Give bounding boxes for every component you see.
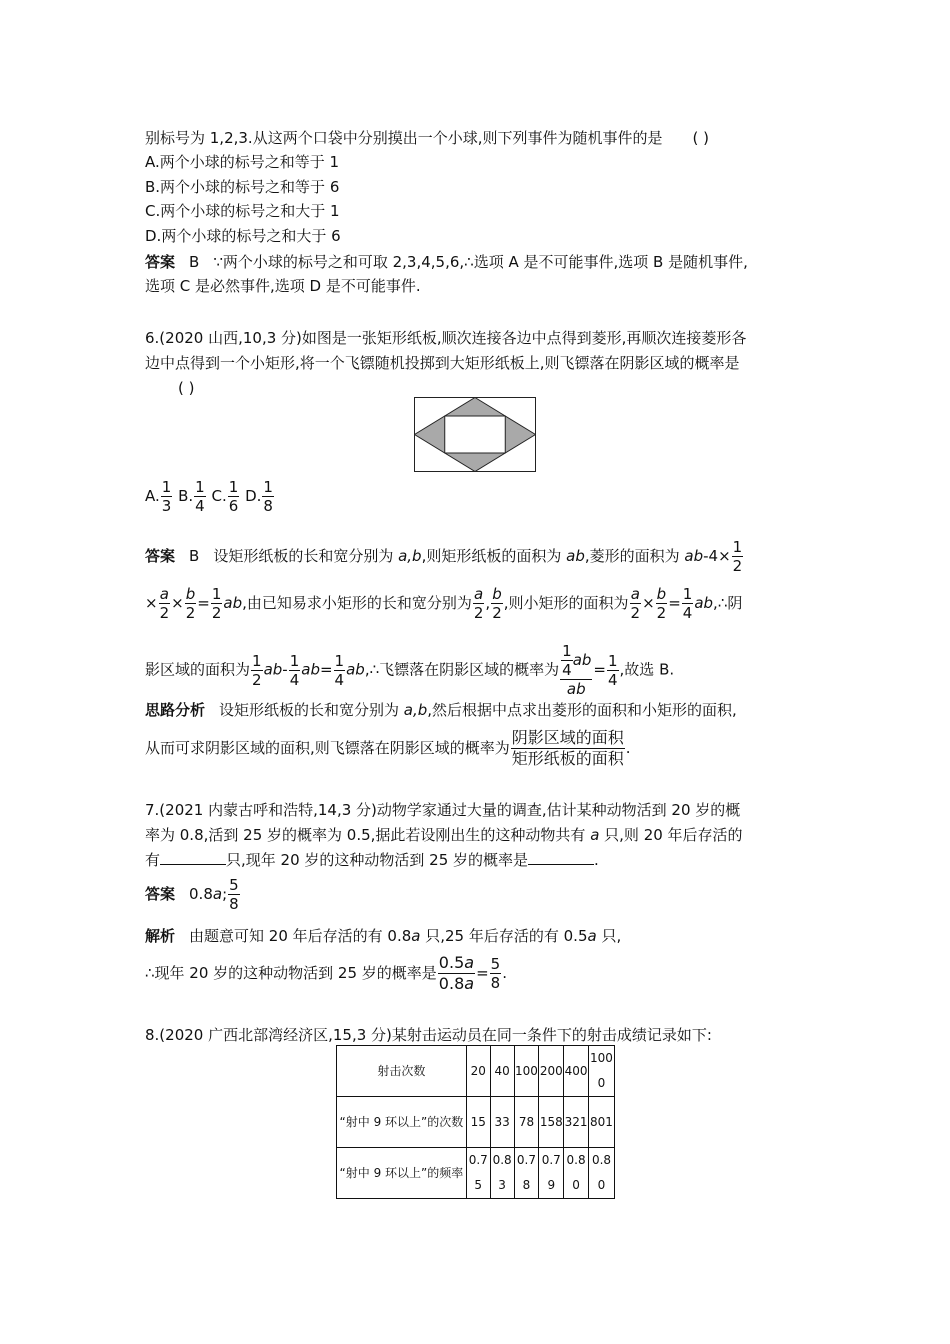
table-cell: 0.80 — [564, 1148, 589, 1199]
table-row — [337, 1097, 615, 1148]
answer-blank-2 — [528, 850, 594, 865]
q6-analysis-line1: 思路分析 设矩形纸板的长和宽分别为 a,b,然后根据中点求出菱形的面积和小矩形的面积, — [145, 701, 737, 719]
answer-blank-1 — [160, 850, 226, 865]
q6-answer-line1: 答案 B 设矩形纸板的长和宽分别为 a,b,则矩形纸板的面积为 ab,菱形的面积为 ab-4× $\frac{1}{2}$ — [145, 538, 743, 575]
q5-answer-cont: 选项 C 是必然事件,选项 D 是不可能事件. — [145, 277, 421, 295]
q7-stem-line3: 有 只,现年 20 岁的这种动物活到 25 岁的概率是 . — [145, 851, 599, 869]
table-cell: 0.78 — [514, 1148, 539, 1199]
table-cell: 158 — [539, 1097, 564, 1148]
table-row — [337, 1148, 615, 1199]
table-cell: 100 — [514, 1046, 539, 1097]
table-row-label: 射击次数 — [337, 1046, 467, 1097]
table-row-label: “射中 9 环以上”的次数 — [337, 1097, 467, 1148]
table-cell: 78 — [514, 1097, 539, 1148]
table-cell: 0.80 — [588, 1148, 614, 1199]
q5-option-d: D.两个小球的标号之和大于 6 — [145, 227, 341, 245]
q5-option-a: A.两个小球的标号之和等于 1 — [145, 153, 340, 171]
q8-stem: 8.(2020 广西北部湾经济区,15,3 分)某射击运动员在同一条件下的射击成绩记录如下: — [145, 1026, 712, 1044]
table-cell: 40 — [490, 1046, 514, 1097]
q5-option-c: C.两个小球的标号之和大于 1 — [145, 202, 340, 220]
table-cell: 0.79 — [539, 1148, 564, 1199]
table-cell: 801 — [588, 1097, 614, 1148]
q5-answer: 答案 B ∵两个小球的标号之和可取 2,3,4,5,6,∴选项 A 是不可能事件,选项 B 是随机事件, — [145, 253, 748, 271]
q5-stem: 别标号为 1,2,3.从这两个口袋中分别摸出一个小球,则下列事件为随机事件的是 ( ) — [145, 129, 709, 147]
inner-rectangle — [445, 416, 506, 453]
q6-answer-line2: × $\frac{a}{2}$ × $\frac{b}{2}$ = $\frac{1}{2}$ ab,由已知易求小矩形的长和宽分别为 $\frac{a}{2}$ , $\frac{b}{2}$ ,则小矩形的面积为 $\frac{a}{2}$ × $\frac{b}{2}$ = $\frac{1}{4}$ ab,∴阴 — [145, 585, 743, 622]
table-cell: 1000 — [588, 1046, 614, 1097]
shooting-record-table — [336, 1045, 615, 1199]
table-cell: 400 — [564, 1046, 589, 1097]
table-row — [337, 1046, 615, 1097]
table-cell: 0.83 — [490, 1148, 514, 1199]
q6-answer-line3: 影区域的面积为 $\frac{1}{2}$ ab- $\frac{1}{4}$ ab= $\frac{1}{4}$ ab,∴飞镖落在阴影区域的概率为 $\frac{1}{4}$ ab ab = $\frac{1}{4}$ ,故选 B. — [145, 642, 675, 698]
q7-stem-line2: 率为 0.8,活到 25 岁的概率为 0.5,据此若设刚出生的这种动物共有 a 只,则 20 年后存活的 — [145, 826, 743, 844]
q6-stem-line1: 6.(2020 山西,10,3 分)如图是一张矩形纸板,顺次连接各边中点得到菱形,再顺次连接菱形各 — [145, 329, 747, 347]
table-cell: 0.75 — [466, 1148, 490, 1199]
table-cell: 200 — [539, 1046, 564, 1097]
table-cell: 321 — [564, 1097, 589, 1148]
q7-answer: 答案 0.8a; $\frac{5}{8}$ — [145, 876, 239, 913]
q6-options: A. $\frac{1}{3}$ B. $\frac{1}{4}$ C. $\frac{1}{6}$ D. $\frac{1}{8}$ — [145, 478, 273, 515]
q7-stem-line1: 7.(2021 内蒙古呼和浩特,14,3 分)动物学家通过大量的调查,估计某种动物活到 20 岁的概 — [145, 801, 741, 819]
table-cell: 33 — [490, 1097, 514, 1148]
rectangle-rhombus-figure — [414, 397, 536, 472]
table-row-label: “射中 9 环以上”的频率 — [337, 1148, 467, 1199]
table-cell: 20 — [466, 1046, 490, 1097]
q6-stem-line2: 边中点得到一个小矩形,将一个飞镖随机投掷到大矩形纸板上,则飞镖落在阴影区域的概率是 — [145, 354, 740, 372]
table-cell: 15 — [466, 1097, 490, 1148]
q7-solution-line1: 解析 由题意可知 20 年后存活的有 0.8a 只,25 年后存活的有 0.5a 只, — [145, 927, 622, 945]
q7-solution-line2: ∴现年 20 岁的这种动物活到 25 岁的概率是 $\frac{0.5a}{0.8a}$ = $\frac{5}{8}$ . — [145, 953, 507, 993]
q6-paren: ( ) — [178, 379, 195, 397]
q6-analysis-line2: 从而可求阴影区域的面积,则飞镖落在阴影区域的概率为 阴影区域的面积 矩形纸板的面积 . — [145, 728, 631, 768]
q5-option-b: B.两个小球的标号之和等于 6 — [145, 178, 340, 196]
